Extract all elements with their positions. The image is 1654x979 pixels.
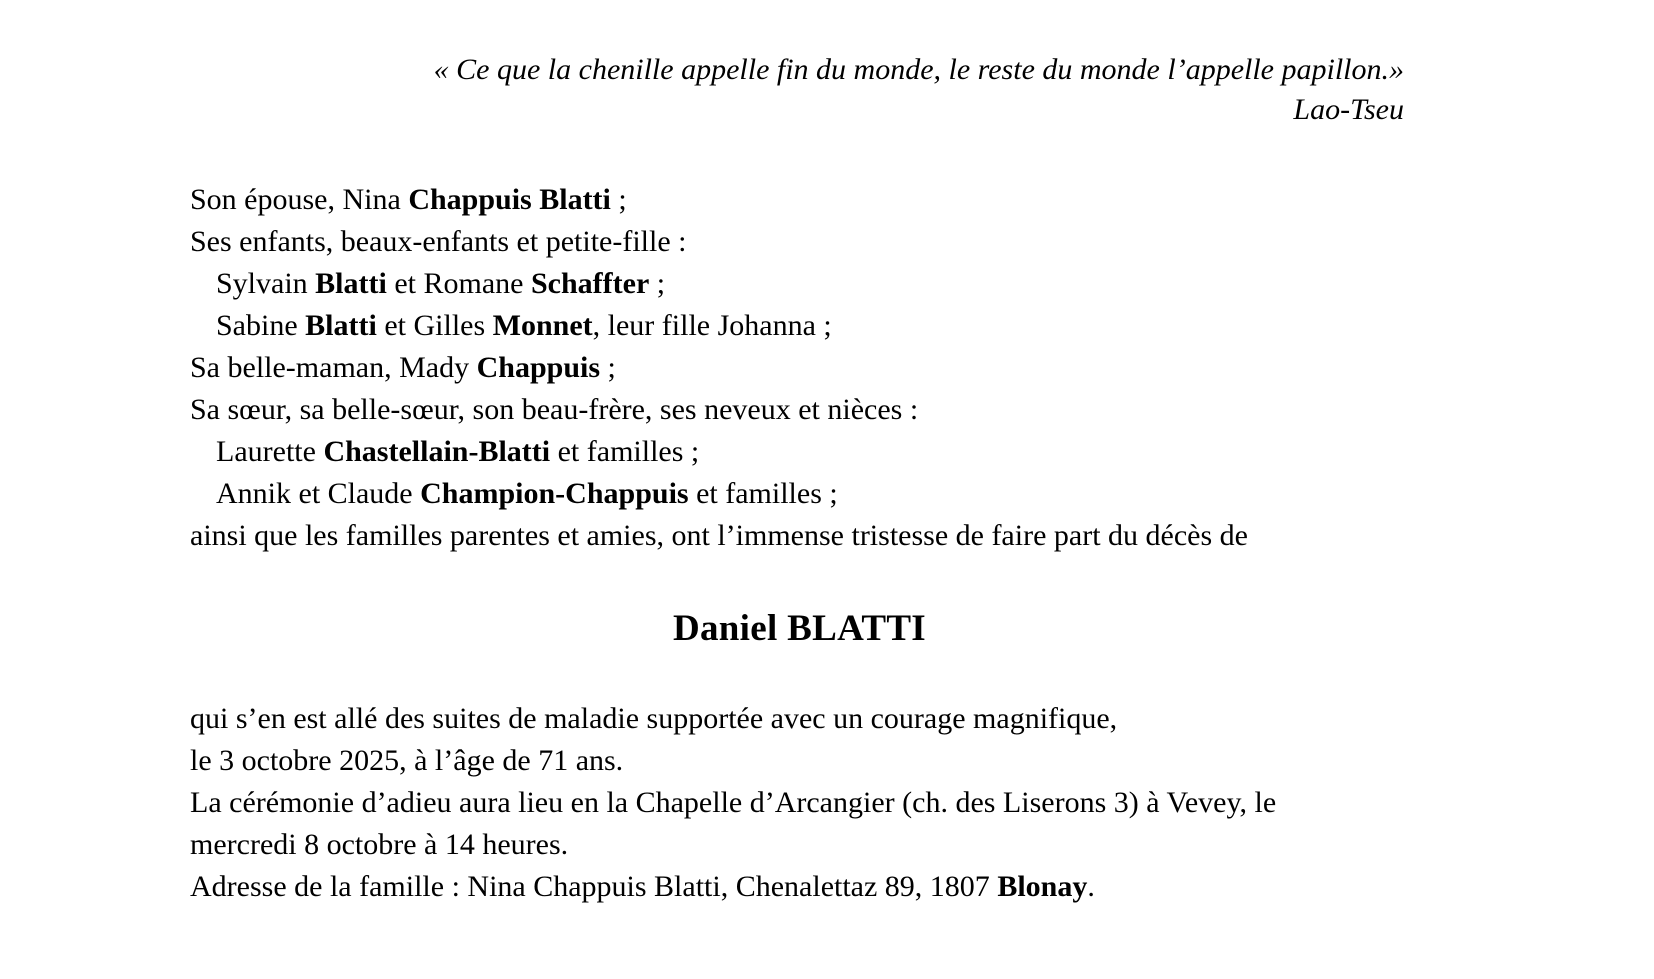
details-line [190, 698, 1494, 740]
text-run: le 3 octobre 2025, à l’âge de 71 ans. [190, 743, 624, 777]
text-run: Son épouse, Nina [190, 182, 409, 216]
family-line [190, 263, 1494, 305]
quote-text: « Ce que la chenille appelle fin du monde, le reste du monde l’appelle papillon.» [433, 53, 1404, 86]
name-emphasis: Chappuis Blatti [408, 182, 611, 216]
family-line [190, 473, 1494, 515]
deceased-name: Daniel BLATTI [672, 607, 927, 649]
quote-author: Lao-Tseu [1293, 92, 1404, 126]
family-line [190, 305, 1494, 347]
text-run: Sa belle-maman, Mady [190, 350, 477, 384]
text-run: Adresse de la famille : Nina Chappuis Blatti, Chenalettaz 89, 1807 [190, 869, 998, 903]
text-run: et Gilles [376, 308, 493, 342]
text-run: Laurette [216, 434, 324, 468]
text-run: La cérémonie d’adieu aura lieu en la Chapelle d’Arcangier (ch. des Liserons 3) à Vevey, le [190, 785, 1277, 819]
family-line [190, 347, 1494, 389]
family-line [190, 515, 1494, 557]
ceremony-details [190, 698, 1494, 908]
details-line [190, 866, 1494, 908]
text-run: et familles ; [688, 476, 838, 510]
text-run: mercredi 8 octobre à 14 heures. [190, 827, 569, 861]
family-line [190, 431, 1494, 473]
text-run: ; [649, 266, 666, 300]
text-run: et Romane [386, 266, 531, 300]
text-run: et familles ; [550, 434, 700, 468]
name-emphasis: Monnet [492, 308, 593, 342]
name-emphasis: Chastellain-Blatti [323, 434, 551, 468]
text-run: Sa sœur, sa belle-sœur, son beau-frère, ses neveux et nièces : [190, 392, 919, 426]
family-announcement [190, 179, 1494, 557]
text-run: ; [610, 182, 627, 216]
details-line [190, 824, 1494, 866]
quote-block [190, 40, 1494, 127]
name-emphasis: Champion-Chappuis [420, 476, 689, 510]
text-run: ainsi que les familles parentes et amies, ont l’immense tristesse de faire part du décès de [190, 518, 1248, 552]
family-line [190, 221, 1494, 263]
name-emphasis: Blatti [315, 266, 387, 300]
text-run: Sabine [216, 308, 306, 342]
text-run: . [1087, 869, 1095, 903]
family-line [190, 389, 1494, 431]
name-emphasis: Chappuis [476, 350, 601, 384]
details-line [190, 740, 1494, 782]
place-emphasis: Blonay [997, 869, 1088, 903]
text-run: Annik et Claude [216, 476, 421, 510]
name-emphasis: Schaffter [530, 266, 650, 300]
details-line [190, 782, 1494, 824]
text-run: qui s’en est allé des suites de maladie supportée avec un courage magnifique, [190, 701, 1118, 735]
text-run: , leur fille Johanna ; [592, 308, 832, 342]
text-run: Ses enfants, beaux-enfants et petite-fille : [190, 224, 687, 258]
family-line [190, 179, 1494, 221]
name-emphasis: Blatti [305, 308, 377, 342]
text-run: ; [600, 350, 616, 384]
text-run: Sylvain [216, 266, 316, 300]
